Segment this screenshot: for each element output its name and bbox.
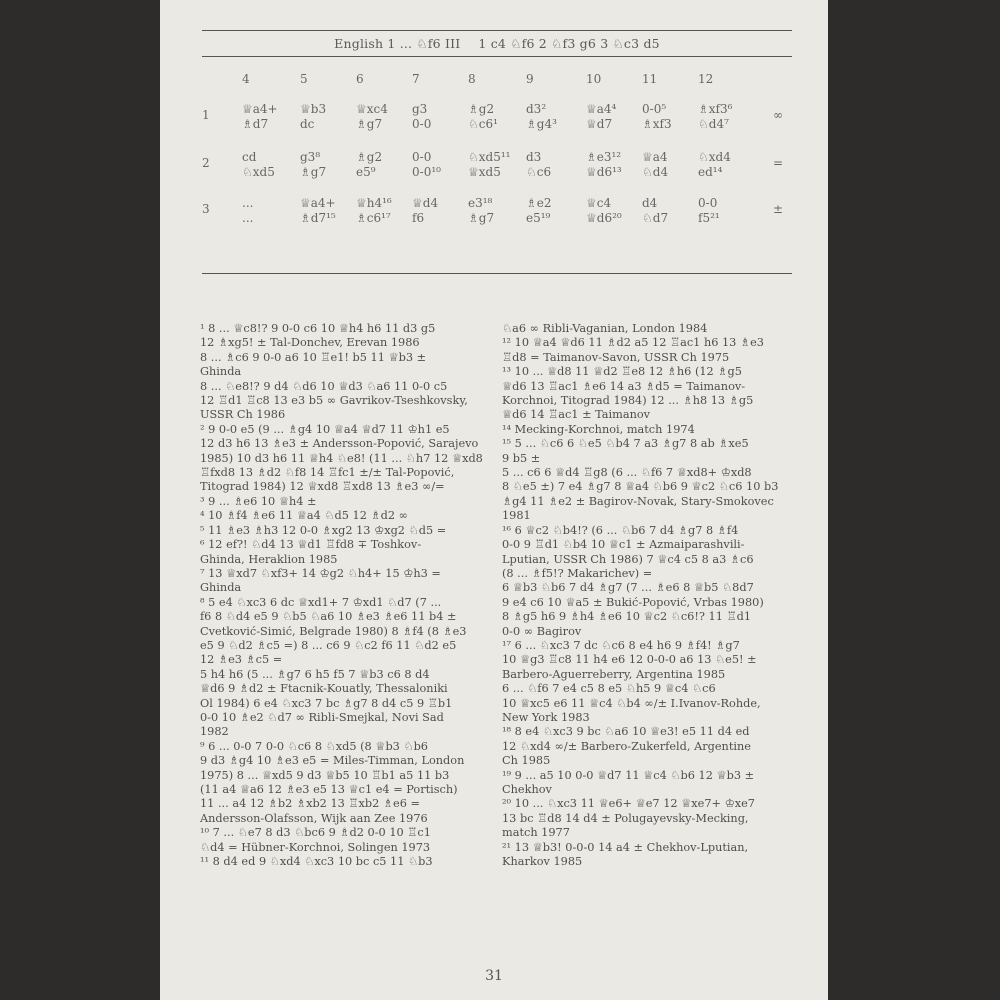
- section-header: [202, 36, 792, 56]
- move-cell: [642, 196, 706, 226]
- note-line: ♕d6 9 ♗d2 ± Ftacnik-Kouatly, Thessaloniki: [200, 682, 448, 696]
- note-line: Barbero-Aguerreberry, Argentina 1985: [502, 667, 726, 681]
- note-line: ♘d4 = Hübner-Korchnoi, Solingen 1973: [200, 840, 431, 854]
- note-line: ² 9 0-0 e5 (9 ... ♗g4 10 ♕a4 ♕d7 11 ♔h1 e5: [200, 422, 450, 436]
- note-line: ¹⁴ Mecking-Korchnoi, match 1974: [502, 422, 695, 436]
- note-line: 1985) 10 d3 h6 11 ♕h4 ♘e8! (11 ... ♘h7 12 ♕xd8: [200, 451, 483, 465]
- move-text: ♘xd5: [242, 165, 275, 179]
- note-line: e5 9 ♘d2 ♗c5 =) 8 ... c6 9 ♘c2 f6 11 ♘d2 e5: [200, 638, 457, 652]
- move-text: ♕d6²⁰: [586, 211, 622, 225]
- note-line: match 1977: [502, 826, 570, 840]
- move-text: ♗g7: [300, 165, 327, 179]
- move-text: ♗d7: [242, 117, 269, 131]
- column-number: 12: [698, 72, 714, 86]
- note-line: ⁶ 12 ef?! ♘d4 13 ♕d1 ♖fd8 ∓ Toshkov-: [200, 538, 422, 552]
- move-cell: [698, 102, 762, 132]
- move-cell: [412, 102, 476, 132]
- note-line: ⁹ 6 ... 0-0 7 0-0 ♘c6 8 ♘xd5 (8 ♕b3 ♘b6: [200, 739, 428, 753]
- evaluation-symbol: ±: [772, 202, 784, 216]
- row-number: 1: [202, 108, 210, 122]
- note-line: 8 ... ♘e8!? 9 d4 ♘d6 10 ♕d3 ♘a6 11 0-0 c5: [200, 379, 448, 393]
- row-number: 2: [202, 156, 210, 170]
- note-line: 5 h4 h6 (5 ... ♗g7 6 h5 f5 7 ♕b3 c6 8 d4: [200, 667, 430, 681]
- move-text: ♘c6¹: [468, 117, 498, 131]
- note-line: f6 8 ♘d4 e5 9 ♘b5 ♘a6 10 ♗e3 ♗e6 11 b4 ±: [200, 610, 457, 624]
- move-text: ♗g7: [468, 211, 495, 225]
- move-cell: [242, 150, 306, 180]
- move-text: 0-0: [698, 196, 718, 210]
- note-line: Chekhov: [502, 783, 552, 796]
- note-line: 1975) 8 ... ♕xd5 9 d3 ♕b5 10 ♖b1 a5 11 b3: [200, 768, 450, 782]
- header-left: English 1 ... ♘f6 III: [334, 36, 461, 51]
- move-text: e5¹⁹: [526, 211, 551, 225]
- move-cell: [642, 102, 706, 132]
- note-line: 5 ... c6 6 ♕d4 ♖g8 (6 ... ♘f6 7 ♕xd8+ ♔xd8: [502, 466, 752, 480]
- move-text: ♕d6¹³: [586, 165, 622, 179]
- move-cell: [586, 150, 650, 180]
- note-line: 1982: [200, 725, 229, 739]
- move-cell: [412, 150, 476, 180]
- move-cell: [412, 196, 476, 226]
- notes-column-right: [502, 322, 792, 869]
- column-number: 9: [526, 72, 534, 86]
- move-text: 0-0¹⁰: [412, 165, 441, 179]
- move-text: ♗e3¹²: [586, 150, 622, 164]
- note-line: 8 ... ♗c6 9 0-0 a6 10 ♖e1! b5 11 ♕b3 ±: [200, 350, 427, 364]
- move-cell: [356, 150, 420, 180]
- note-line: 12 ♗e3 ♗c5 =: [200, 653, 283, 667]
- note-line: Ghinda, Heraklion 1985: [200, 552, 338, 566]
- move-cell: [300, 102, 364, 132]
- header-rule: [202, 56, 792, 57]
- column-number: 4: [242, 72, 250, 86]
- move-text: ♘d4: [642, 165, 669, 179]
- note-line: Ol 1984) 6 e4 ♘xc3 7 bc ♗g7 8 d4 c5 9 ♖b1: [200, 696, 453, 710]
- move-cell: [526, 102, 590, 132]
- move-text: ♕a4+: [300, 196, 336, 210]
- note-line: ¹⁶ 6 ♕c2 ♘b4!? (6 ... ♘b6 7 d4 ♗g7 8 ♗f4: [502, 523, 739, 537]
- move-cell: [586, 196, 650, 226]
- note-line: 0-0 10 ♗e2 ♘d7 ∞ Ribli-Smejkal, Novi Sad: [200, 710, 444, 724]
- top-rule: [202, 30, 792, 31]
- move-text: ...: [242, 196, 254, 210]
- note-line: 11 ... a4 12 ♗b2 ♗xb2 13 ♖xb2 ♗e6 =: [200, 797, 420, 811]
- note-line: ♖d8 = Taimanov-Savon, USSR Ch 1975: [502, 350, 730, 364]
- note-line: 10 ♕xc5 e6 11 ♕c4 ♘b4 ∞/± I.Ivanov-Rohde,: [502, 696, 761, 710]
- note-line: New York 1983: [502, 710, 590, 724]
- move-text: ♗c6¹⁷: [356, 211, 391, 225]
- move-text: 0-0: [412, 150, 432, 164]
- move-text: g3⁸: [300, 150, 321, 164]
- note-line: 12 d3 h6 13 ♗e3 ± Andersson-Popović, Sarajevo: [200, 437, 479, 451]
- column-headers: [202, 72, 792, 88]
- column-number: 10: [586, 72, 602, 86]
- move-text: ♗xf3⁶: [698, 102, 733, 116]
- move-text: d4: [642, 196, 658, 210]
- move-cell: [242, 196, 306, 226]
- row-number: 3: [202, 202, 210, 216]
- evaluation-symbol: ∞: [773, 108, 783, 122]
- note-line: 12 ♘xd4 ∞/± Barbero-Zukerfeld, Argentine: [502, 739, 751, 753]
- move-text: ♘c6: [526, 165, 552, 179]
- table-row: [202, 150, 792, 184]
- note-line: 8 ♗g5 h6 9 ♗h4 ♗e6 10 ♕c2 ♘c6!? 11 ♖d1: [502, 610, 752, 624]
- note-line: ♘a6 ∞ Ribli-Vaganian, London 1984: [502, 322, 708, 335]
- table-row: [202, 196, 792, 230]
- move-text: 0-0: [412, 117, 432, 131]
- note-line: Ghinda: [200, 365, 242, 379]
- move-cell: [526, 150, 590, 180]
- column-number: 8: [468, 72, 476, 86]
- note-line: Andersson-Olafsson, Wijk aan Zee 1976: [200, 811, 428, 825]
- move-text: ♕xd5: [468, 165, 501, 179]
- note-line: ¹ 8 ... ♕c8!? 9 0-0 c6 10 ♕h4 h6 11 d3 g5: [200, 322, 436, 335]
- note-line: ♕d6 14 ♖ac1 ± Taimanov: [502, 408, 651, 422]
- move-text: ♘d4⁷: [698, 117, 729, 131]
- move-text: f6: [412, 211, 425, 225]
- note-line: ♗g4 11 ♗e2 ± Bagirov-Novak, Stary-Smokovec: [502, 494, 774, 508]
- move-text: ♕a4+: [242, 102, 278, 116]
- note-line: ¹⁸ 8 e4 ♘xc3 9 bc ♘a6 10 ♕e3! e5 11 d4 ed: [502, 725, 750, 739]
- move-text: ♗d7¹⁵: [300, 211, 336, 225]
- column-number: 7: [412, 72, 420, 86]
- move-text: ♘xd5¹¹: [468, 150, 511, 164]
- move-text: ♗g2: [356, 150, 383, 164]
- move-cell: [242, 102, 306, 132]
- move-cell: [300, 196, 364, 226]
- note-line: Korchnoi, Titograd 1984) 12 ... ♗h8 13 ♗g5: [502, 394, 754, 408]
- note-line: Kharkov 1985: [502, 855, 583, 869]
- note-line: ¹⁷ 6 ... ♘xc3 7 dc ♘c6 8 e4 h6 9 ♗f4! ♗g7: [502, 638, 740, 652]
- move-text: ♕b3: [300, 102, 327, 116]
- column-number: 11: [642, 72, 658, 86]
- notes-column-left: [200, 322, 490, 869]
- note-line: ⁷ 13 ♕xd7 ♘xf3+ 14 ♔g2 ♘h4+ 15 ♔h3 =: [200, 566, 441, 580]
- move-text: ♘xd4: [698, 150, 731, 164]
- note-line: ¹³ 10 ... ♕d8 11 ♕d2 ♖e8 12 ♗h6 (12 ♗g5: [502, 365, 742, 379]
- note-line: Ch 1985: [502, 754, 551, 768]
- note-line: Cvetković-Simić, Belgrade 1980) 8 ♗f4 (8 ♗e3: [200, 624, 467, 638]
- move-text: ♗e2: [526, 196, 552, 210]
- move-text: e3¹⁸: [468, 196, 493, 210]
- move-cell: [468, 102, 532, 132]
- evaluation-symbol: =: [772, 156, 784, 170]
- note-line: ⁵ 11 ♗e3 ♗h3 12 0-0 ♗xg2 13 ♔xg2 ♘d5 =: [200, 523, 447, 537]
- move-text: d3: [526, 150, 542, 164]
- note-line: 1981: [502, 509, 531, 523]
- column-number: 5: [300, 72, 308, 86]
- note-line: (11 a4 ♕a6 12 ♗e3 e5 13 ♕c1 e4 = Portisch): [200, 783, 458, 796]
- note-line: ¹⁵ 5 ... ♘c6 6 ♘e5 ♘b4 7 a3 ♗g7 8 ab ♗xe5: [502, 437, 749, 451]
- move-text: ♕a4⁴: [586, 102, 617, 116]
- note-line: 13 bc ♖d8 14 d4 ± Polugayevsky-Mecking,: [502, 811, 749, 825]
- note-line: ²⁰ 10 ... ♘xc3 11 ♕e6+ ♕e7 12 ♕xe7+ ♔xe7: [502, 797, 755, 811]
- note-line: ♕d6 13 ♖ac1 ♗e6 14 a3 ♗d5 = Taimanov-: [502, 379, 746, 393]
- move-text: ♕h4¹⁶: [356, 196, 392, 210]
- note-line: 12 ♗xg5! ± Tal-Donchev, Erevan 1986: [200, 336, 420, 350]
- move-text: f5²¹: [698, 211, 720, 225]
- table-bottom-rule: [202, 273, 792, 274]
- note-line: ¹⁰ 7 ... ♘e7 8 d3 ♘bc6 9 ♗d2 0-0 10 ♖c1: [200, 826, 431, 840]
- move-cell: [642, 150, 706, 180]
- note-line: 9 e4 c6 10 ♕a5 ± Bukić-Popović, Vrbas 1980): [502, 595, 764, 609]
- move-cell: [698, 150, 762, 180]
- note-line: ⁴ 10 ♗f4 ♗e6 11 ♕a4 ♘d5 12 ♗d2 ∞: [200, 509, 409, 523]
- page-number: 31: [485, 968, 503, 984]
- note-line: ¹² 10 ♕a4 ♕d6 11 ♗d2 a5 12 ♖ac1 h6 13 ♗e3: [502, 336, 764, 350]
- move-text: ♗xf3: [642, 117, 672, 131]
- move-text: g3: [412, 102, 428, 116]
- move-text: d3²: [526, 102, 547, 116]
- move-text: cd: [242, 150, 257, 164]
- note-line: 0-0 ∞ Bagirov: [502, 624, 582, 638]
- move-text: ♗g2: [468, 102, 495, 116]
- header-right: 1 c4 ♘f6 2 ♘f3 g6 3 ♘c3 d5: [478, 36, 660, 51]
- move-cell: [586, 102, 650, 132]
- move-cell: [468, 150, 532, 180]
- move-text: ♗g7: [356, 117, 383, 131]
- note-line: ³ 9 ... ♗e6 10 ♕h4 ±: [200, 494, 317, 508]
- note-line: 6 ♕b3 ♘b6 7 d4 ♗g7 (7 ... ♗e6 8 ♕b5 ♘8d7: [502, 581, 754, 595]
- note-line: 9 b5 ±: [502, 451, 541, 465]
- move-cell: [468, 196, 532, 226]
- move-cell: [526, 196, 590, 226]
- move-text: ♕c4: [586, 196, 612, 210]
- move-text: ♕a4: [642, 150, 668, 164]
- move-text: ed¹⁴: [698, 165, 723, 179]
- move-text: 0-0⁵: [642, 102, 667, 116]
- move-text: ♕d4: [412, 196, 439, 210]
- move-text: e5⁹: [356, 165, 376, 179]
- move-text: ♕xc4: [356, 102, 388, 116]
- note-line: Titograd 1984) 12 ♕xd8 ♖xd8 13 ♗e3 ∞/=: [200, 480, 445, 494]
- book-page: [160, 0, 828, 1000]
- note-line: USSR Ch 1986: [200, 408, 286, 422]
- move-cell: [300, 150, 364, 180]
- note-line: (8 ... ♗f5!? Makarichev) =: [502, 566, 653, 580]
- note-line: 0-0 9 ♖d1 ♘b4 10 ♕c1 ± Azmaiparashvili-: [502, 538, 745, 552]
- note-line: ¹¹ 8 d4 ed 9 ♘xd4 ♘xc3 10 bc c5 11 ♘b3: [200, 855, 433, 869]
- note-line: 10 ♕g3 ♖c8 11 h4 e6 12 0-0-0 a6 13 ♘e5! ±: [502, 653, 757, 667]
- move-text: ♕d7: [586, 117, 613, 131]
- move-cell: [698, 196, 762, 226]
- note-line: ²¹ 13 ♕b3! 0-0-0 14 a4 ± Chekhov-Lputian,: [502, 840, 749, 854]
- table-row: [202, 102, 792, 136]
- move-cell: [356, 102, 420, 132]
- note-line: 6 ... ♘f6 7 e4 c5 8 e5 ♘h5 9 ♕c4 ♘c6: [502, 682, 716, 696]
- note-line: 8 ♘e5 ±) 7 e4 ♗g7 8 ♕a4 ♘b6 9 ♕c2 ♘c6 10 b3: [502, 480, 779, 494]
- note-line: Ghinda: [200, 581, 242, 595]
- move-text: dc: [300, 117, 315, 131]
- move-text: ♗g4³: [526, 117, 557, 131]
- note-line: ¹⁹ 9 ... a5 10 0-0 ♕d7 11 ♕c4 ♘b6 12 ♕b3 ±: [502, 768, 755, 782]
- move-text: ♘d7: [642, 211, 669, 225]
- move-text: ...: [242, 211, 254, 225]
- note-line: Lputian, USSR Ch 1986) 7 ♕c4 c5 8 a3 ♗c6: [502, 552, 754, 566]
- column-number: 6: [356, 72, 364, 86]
- note-line: 12 ♖d1 ♖c8 13 e3 b5 ∞ Gavrikov-Tseshkovsky,: [200, 394, 468, 408]
- note-line: 9 d3 ♗g4 10 ♗e3 e5 = Miles-Timman, London: [200, 754, 465, 768]
- note-line: ♖fxd8 13 ♗d2 ♘f8 14 ♖fc1 ±/± Tal-Popović,: [200, 466, 455, 480]
- move-cell: [356, 196, 420, 226]
- note-line: ⁸ 5 e4 ♘xc3 6 dc ♕xd1+ 7 ♔xd1 ♘d7 (7 ...: [200, 595, 442, 609]
